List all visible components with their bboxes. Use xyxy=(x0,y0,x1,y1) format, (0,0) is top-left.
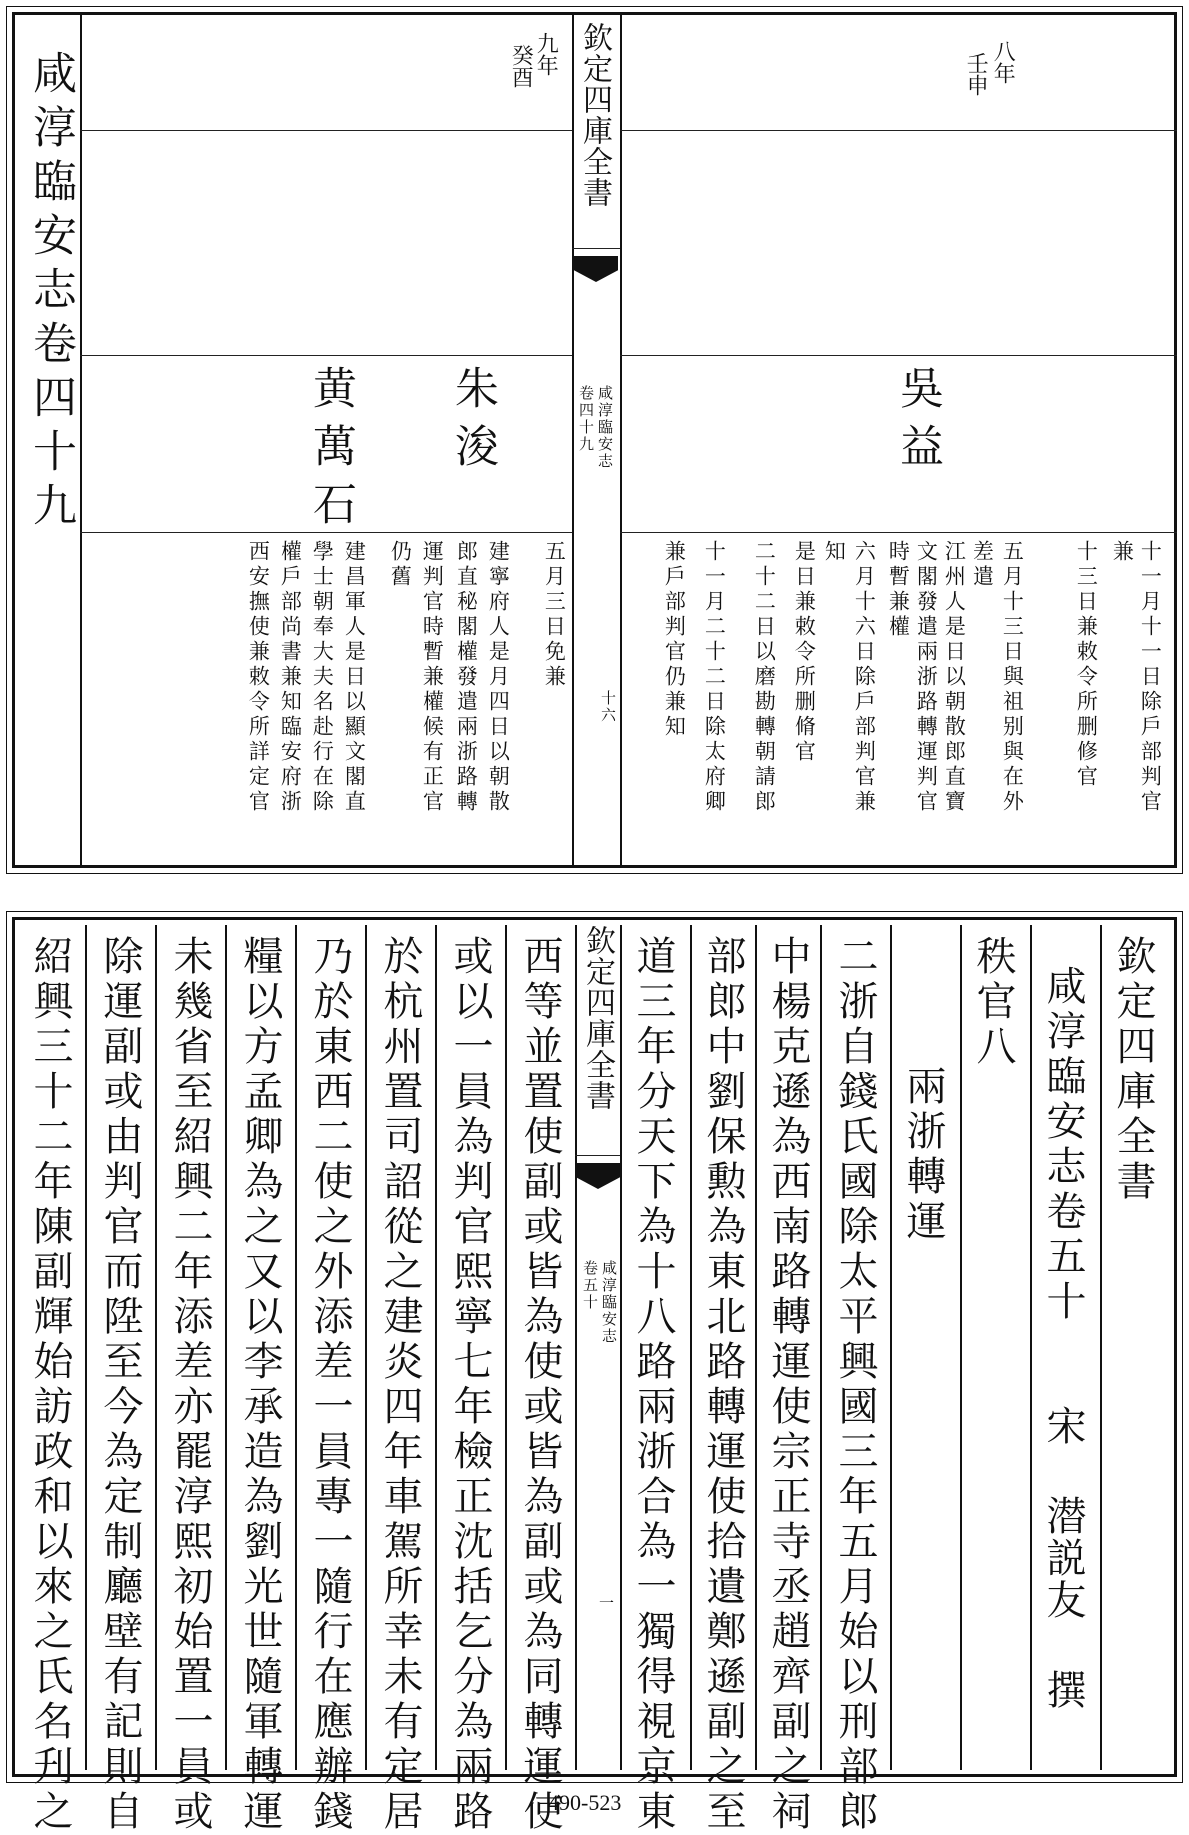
entry-column: 五月十三日與祖别與在外 xyxy=(1000,540,1025,815)
text-column: 未幾省至紹興二年添差亦罷淳熙初始置一員或 xyxy=(167,935,213,1835)
text-column: 中楊克遜為西南路轉運使宗正寺丞趙齊副之祠 xyxy=(765,935,811,1835)
text-column: 紹興三十二年陳副輝始訪政和以來之氏名刋之 xyxy=(27,935,73,1835)
volume-title: 咸淳臨安志卷五十 xyxy=(1040,965,1086,1325)
column-rule xyxy=(155,925,157,1770)
official-name: 朱浚 xyxy=(447,365,498,481)
entry-column: 西安撫使兼敕令所詳定官 xyxy=(246,540,271,815)
gutter-left-line xyxy=(575,925,577,1770)
gutter-subtitle: 咸淳臨安志 xyxy=(596,385,614,470)
column-rule xyxy=(690,925,692,1770)
entry-column: 五月三日免兼 xyxy=(542,540,567,690)
column-rule xyxy=(435,925,437,1770)
top-gutter-right-line xyxy=(620,12,622,868)
column-rule xyxy=(225,925,227,1770)
entry-column: 建寧府人是月四日以朝散 xyxy=(486,540,511,815)
gutter-folio: 一 xyxy=(597,1595,615,1612)
entry-column: 十一月二十二日除太府卿 xyxy=(702,540,727,815)
year-ganzhi: 壬申 xyxy=(963,52,989,96)
text-column: 西等並置使副或皆為使或皆為副或為同轉運使 xyxy=(517,935,563,1835)
top-gutter-left-line xyxy=(572,12,574,868)
entry-column: 是日兼敕令所删脩官 xyxy=(792,540,817,765)
text-column: 糧以方孟卿為之又以李承造為劉光世隨軍轉運 xyxy=(237,935,283,1835)
entry-column: 仍舊 xyxy=(388,540,413,590)
column-rule xyxy=(85,925,87,1770)
entry-column: 十一月十一日除戶部判官 xyxy=(1138,540,1163,815)
column-rule xyxy=(1030,925,1032,1770)
row-rule-1 xyxy=(80,130,572,131)
row-rule-2 xyxy=(80,355,572,356)
gutter-book-title: 欽定四庫全書 xyxy=(577,22,612,208)
year-label: 九年 xyxy=(533,32,559,76)
entry-column: 權戶部尚書兼知臨安府浙 xyxy=(278,540,303,815)
book-title: 欽定四庫全書 xyxy=(1110,935,1156,1205)
entry-column: 文閣發遣兩浙路轉運判官 xyxy=(914,540,939,815)
entry-column: 六月十六日除戶部判官兼 xyxy=(852,540,877,815)
gutter-folio: 十六 xyxy=(599,690,617,724)
text-column: 於杭州置司詔從之建炎四年車駕所幸未有定居 xyxy=(377,935,423,1835)
column-rule xyxy=(890,925,892,1770)
side-title-divider xyxy=(80,12,82,868)
official-name: 吳益 xyxy=(892,365,943,481)
row-rule-2b xyxy=(620,355,1177,356)
gutter-volume: 卷五十 xyxy=(581,1260,599,1311)
entry-column: 時暫兼權 xyxy=(886,540,911,640)
gutter-right-line xyxy=(620,925,622,1770)
subsection-title: 兩浙轉運 xyxy=(900,1065,946,1245)
column-rule xyxy=(295,925,297,1770)
official-name: 黄萬石 xyxy=(305,365,356,539)
column-rule xyxy=(1100,925,1102,1770)
text-column: 道三年分天下為十八路兩浙合為一獨得視京東 xyxy=(630,935,676,1835)
gutter-rule xyxy=(572,248,620,249)
column-rule xyxy=(365,925,367,1770)
text-column: 部郎中劉保勲為東北路轉運使拾遺鄭遜副之至 xyxy=(700,935,746,1835)
gutter-book-title: 欽定四庫全書 xyxy=(580,925,615,1111)
entry-column: 十三日兼敕令所删修官 xyxy=(1074,540,1099,790)
entry-column: 兼 xyxy=(1110,540,1135,565)
entry-column: 知 xyxy=(822,540,847,565)
entry-column: 運判官時暫兼權候有正官 xyxy=(420,540,445,815)
gutter-subtitle: 咸淳臨安志 xyxy=(600,1260,618,1345)
entry-column: 學士朝奉大夫名赴行在除 xyxy=(310,540,335,815)
top-page xyxy=(0,0,1189,880)
entry-column: 差遣 xyxy=(970,540,995,590)
text-column: 二浙自錢氏國除太平興國三年五月始以刑部郎 xyxy=(832,935,878,1835)
text-column: 或以一員為判官熙寧七年檢正沈括乞分為兩路 xyxy=(447,935,493,1835)
column-rule xyxy=(820,925,822,1770)
year-label: 八年 xyxy=(990,40,1016,84)
entry-column: 江州人是日以朝散郎直寶 xyxy=(942,540,967,815)
page-number: 490-523 xyxy=(548,1790,622,1815)
author-line: 宋 潜説友 撰 xyxy=(1040,1405,1086,1711)
year-ganzhi: 癸酉 xyxy=(508,44,534,88)
entry-column: 郎直秘閣權發遣兩浙路轉 xyxy=(454,540,479,815)
row-rule-1b xyxy=(620,130,1177,131)
column-rule xyxy=(755,925,757,1770)
text-column: 乃於東西二使之外添差一員專一隨行在應辦錢 xyxy=(307,935,353,1835)
gutter-volume: 卷四十九 xyxy=(577,385,595,453)
gutter-rule xyxy=(575,1155,620,1156)
section-title: 秩官八 xyxy=(970,935,1016,1070)
entry-column: 兼戶部判官仍兼知 xyxy=(662,540,687,740)
entry-column: 二十二日以磨勘轉朝請郎 xyxy=(752,540,777,815)
entry-column: 建昌軍人是日以顯文閣直 xyxy=(342,540,367,815)
column-rule xyxy=(505,925,507,1770)
text-column: 除運副或由判官而陞至今為定制廳壁有記則自 xyxy=(97,935,143,1835)
column-rule xyxy=(960,925,962,1770)
row-rule-3b xyxy=(620,532,1177,533)
side-volume-title: 咸淳臨安志卷四十九 xyxy=(25,50,76,536)
